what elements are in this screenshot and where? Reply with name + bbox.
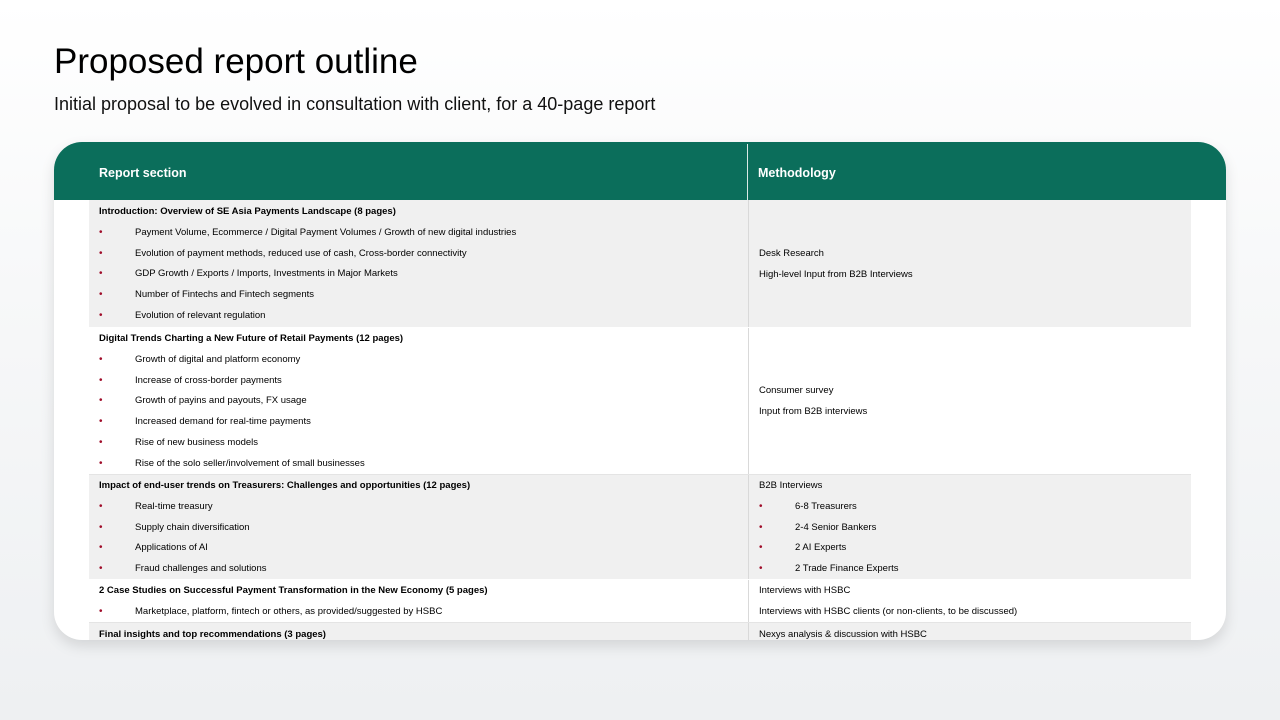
section-bullet: • Increased demand for real-time payments (135, 416, 311, 428)
methodology-text: Interviews with HSBC clients (or non-clients, to be discussed) (759, 606, 1018, 617)
methodology-text: High-level Input from B2B Interviews (759, 269, 913, 280)
section-bullet: • Evolution of payment methods, reduced use of cash, Cross-border connectivity (135, 248, 467, 260)
methodology-cell (749, 200, 1191, 327)
section-bullet: • Number of Fintechs and Fintech segments (135, 289, 314, 301)
section-bullet: • Payment Volume, Ecommerce / Digital Payment Volumes / Growth of new digital industries (135, 227, 516, 239)
header-report-section: Report section (99, 166, 187, 180)
section-bullet: • Growth of payins and payouts, FX usage (135, 395, 307, 407)
section-cell (89, 580, 748, 622)
section-cell (89, 200, 748, 327)
page-title: Proposed report outline (54, 42, 418, 81)
section-title: Introduction: Overview of SE Asia Payments Landscape (8 pages) (99, 206, 396, 217)
page-subtitle: Initial proposal to be evolved in consultation with client, for a 40-page report (54, 94, 656, 114)
table-row (89, 580, 1191, 623)
methodology-text: Interviews with HSBC (759, 585, 851, 596)
table-row (89, 328, 1191, 475)
header-methodology: Methodology (758, 166, 836, 180)
methodology-bullet: • 2-4 Senior Bankers (795, 522, 876, 534)
section-bullet: • Rise of the solo seller/involvement of small businesses (135, 458, 365, 470)
section-bullet: • Applications of AI (135, 542, 208, 554)
methodology-bullet: • 2 Trade Finance Experts (795, 563, 899, 575)
section-bullet: • Marketplace, platform, fintech or others, as provided/suggested by HSBC (135, 606, 442, 618)
table-row (89, 475, 1191, 580)
methodology-bullet: • 6-8 Treasurers (795, 501, 857, 513)
section-bullet: • Supply chain diversification (135, 522, 250, 534)
section-title: 2 Case Studies on Successful Payment Transformation in the New Economy (5 pages) (99, 585, 488, 596)
methodology-heading: B2B Interviews (759, 480, 823, 491)
section-title: Final insights and top recommendations (3 pages) (99, 629, 326, 640)
section-bullet: • Real-time treasury (135, 501, 213, 513)
header-divider (747, 144, 748, 200)
methodology-text: Consumer survey (759, 385, 834, 396)
table-row (89, 623, 1191, 640)
methodology-cell (749, 623, 1191, 640)
methodology-cell (749, 328, 1191, 474)
methodology-text: Nexys analysis & discussion with HSBC (759, 629, 927, 640)
table-header (54, 142, 1226, 200)
report-outline-table (54, 142, 1226, 640)
section-cell (89, 623, 748, 640)
section-bullet: • GDP Growth / Exports / Imports, Investments in Major Markets (135, 268, 398, 280)
methodology-text: Input from B2B interviews (759, 406, 868, 417)
methodology-text: Desk Research (759, 248, 824, 259)
section-bullet: • Fraud challenges and solutions (135, 563, 267, 575)
section-title: Digital Trends Charting a New Future of Retail Payments (12 pages) (99, 333, 404, 344)
table-row (89, 200, 1191, 328)
section-bullet: • Evolution of relevant regulation (135, 310, 265, 322)
section-bullet: • Growth of digital and platform economy (135, 354, 300, 366)
methodology-bullet: • 2 AI Experts (795, 542, 846, 554)
section-bullet: • Increase of cross-border payments (135, 375, 282, 387)
methodology-cell (749, 580, 1191, 622)
section-title: Impact of end-user trends on Treasurers: Challenges and opportunities (12 pages) (99, 480, 471, 491)
section-cell (89, 475, 748, 579)
section-cell (89, 328, 748, 474)
section-bullet: • Rise of new business models (135, 437, 258, 449)
methodology-cell (749, 475, 1191, 579)
